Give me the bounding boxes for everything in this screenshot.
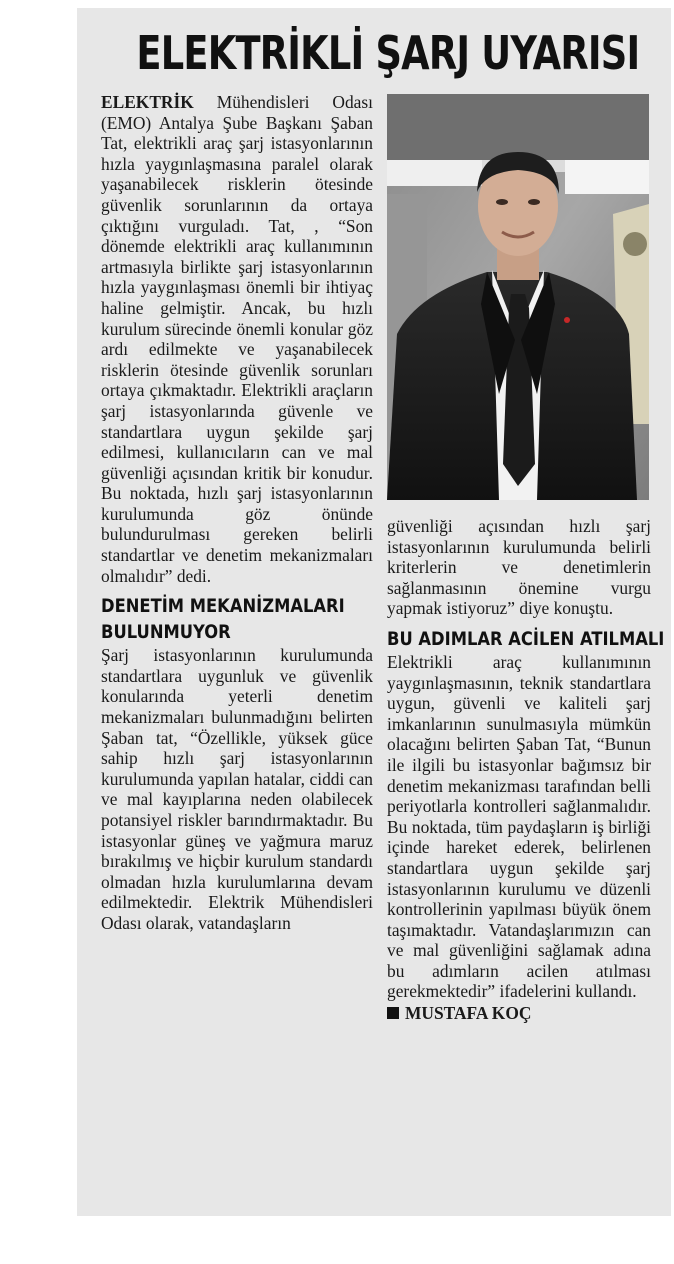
lead-word: ELEKTRİK — [101, 92, 194, 112]
portrait-photo — [387, 94, 649, 500]
subhead-denetim-line1: DENETİM MEKANİZMALARI — [101, 595, 345, 618]
newspaper-clipping — [77, 8, 671, 1216]
section-2-paragraph: Elektrikli araç kullanımının yaygınlaşmasının, teknik standartlara uygun, güvenli ve kaliteli şarj imkanlarının sunulmasıyla mümkün olacağını belirten Şaban Tat, “Bunun ile ilgili bu istasyonlar bağımsız bir denetim mekanizması tarafından belli periyotlarla kontrolleri sağlanmalıdır. Bu noktada, tüm paydaşların iş birliği içinde hareket ederek, belirlenen standartlara uygun şekilde şarj istasyonlarının kurulumu ve düzenli kontrollerinin yapılması büyük önem taşımaktadır. Vatandaşlarımızın can ve mal güvenliğini sağlamak adına bu adımların acilen atılması gerekmektedir” ifadelerini kullandı. — [387, 651, 651, 1002]
subhead-adimlar: BU ADIMLAR ACİLEN ATILMALI — [387, 627, 665, 650]
square-bullet-icon — [387, 1007, 399, 1019]
portrait-image — [387, 94, 649, 500]
section-1-continued: güvenliği açısından hızlı şarj istasyonlarının kurulumunda belirli kriterlerin ve denetimlerin sağlanmasının önemine vurgu yapmak istiyoruz” diye konuştu. — [387, 516, 651, 619]
headline: ELEKTRİKLİ ŞARJ UYARISI — [136, 26, 640, 80]
intro-paragraph — [101, 92, 373, 586]
left-column — [101, 92, 373, 934]
intro-text: Mühendisleri Odası (EMO) Antalya Şube Başkanı Şaban Tat, elektrikli araç şarj istasyonlarının hızla yaygınlaşmasına paralel olarak yaşanabilecek risklerin ötesinde güvenlik sorunlarının da ortaya çıktığını vurguladı. Tat, , “Son dönemde elektrikli araç kullanımının artmasıyla birlikte şarj istasyonlarının hızla yaygınlaşması önemli bir ihtiyaç haline gelmiştir. Ancak, bu hızlı kurulum sürecinde önemli konular göz ardı edilmekte ve yaşanabilecek risklerin ötesinde güvenlik sorunları ortaya çıkmaktadır. Elektrikli araçların şarj istasyonlarında güvenle ve standartlara uygun şekilde şarj edilmesi, kullanıcıların can ve mal güvenliği açısından kritik bir konudur. Bu noktada, hızlı şarj istasyonlarının kurulumunda göz önünde bulundurulması gereken belirli standartlar ve denetim mekanizmaları olmalıdır” dedi. — [101, 92, 373, 586]
byline-name: MUSTAFA KOÇ — [405, 1003, 532, 1024]
right-column — [387, 516, 665, 1024]
byline — [387, 1003, 651, 1024]
subhead-denetim-line2: BULUNMUYOR — [101, 621, 231, 644]
section-1-paragraph: Şarj istasyonlarının kurulumunda standartlara uygunluk ve güvenlik konularında yeterli denetim mekanizmaları bulunmadığını belirten Şaban tat, “Özellikle, yüksek güce sahip hızlı şarj istasyonlarının kurulumunda yapılan hatalar, ciddi can ve mal kayıplarına neden olabilecek potansiyel riskler barındırmaktadır. Bu istasyonlar güneş ve yağmura maruz bırakılmış ve hiçbir kurulum standardı olmadan hızla kurulumlarına devam edilmektedir. Elektrik Mühendisleri Odası olarak, vatandaşların — [101, 645, 373, 933]
